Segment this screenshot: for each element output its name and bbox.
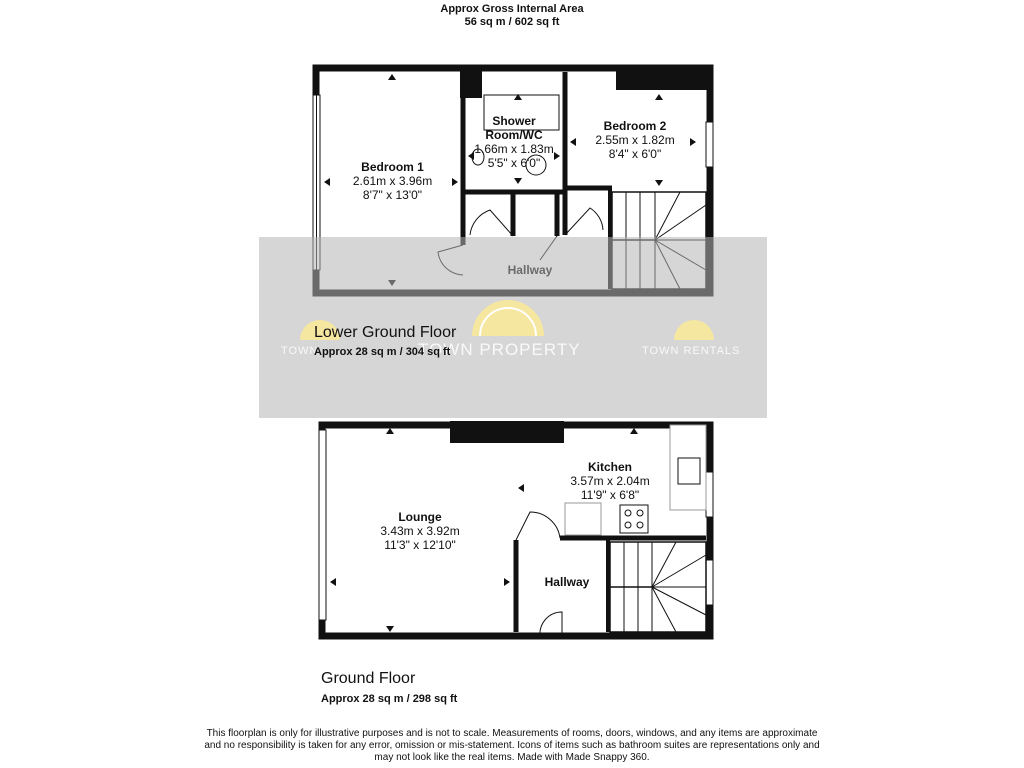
room-bedroom-1 bbox=[330, 160, 455, 202]
room-imperial: 5'5" x 6'0" bbox=[487, 156, 541, 170]
disclaimer bbox=[180, 728, 844, 764]
room-metric: 3.43m x 3.92m bbox=[380, 524, 460, 538]
disclaimer-line-3: may not look like the real items. Made with Made Snappy 360. bbox=[374, 752, 650, 763]
sunrise-logo-small-icon bbox=[672, 320, 716, 342]
lower-floor-area: Approx 28 sq m / 304 sq ft bbox=[314, 346, 451, 358]
watermark-right: TOWN RENTALS bbox=[642, 345, 741, 357]
room-imperial: 11'3" x 12'10" bbox=[384, 538, 456, 552]
gross-area-value: 56 sq m / 602 sq ft bbox=[464, 16, 560, 28]
sunrise-logo-icon bbox=[470, 300, 546, 340]
room-lounge bbox=[350, 510, 490, 552]
disclaimer-line-1: This floorplan is only for illustrative purposes and is not to scale. Measurements of rooms, doors, windows, and any items are approximate bbox=[206, 728, 818, 739]
room-metric: 3.57m x 2.04m bbox=[570, 474, 650, 488]
ground-floor-area: Approx 28 sq m / 298 sq ft bbox=[321, 693, 458, 705]
room-bedroom-2 bbox=[580, 119, 690, 161]
watermark-left: TOWN bbox=[281, 345, 319, 357]
room-name: Bedroom 1 bbox=[361, 160, 424, 174]
room-name: Kitchen bbox=[587, 460, 632, 474]
room-imperial: 8'7" x 13'0" bbox=[362, 188, 423, 202]
disclaimer-line-2: and no responsibility is taken for any error, omission or mis-statement. Icons of items such as bathroom suites are representations only and bbox=[204, 740, 820, 751]
room-metric: 2.61m x 3.96m bbox=[352, 174, 433, 188]
room-name: Hallway bbox=[544, 575, 590, 589]
room-kitchen bbox=[560, 460, 660, 502]
room-name: Lounge bbox=[398, 510, 442, 524]
room-name: Shower bbox=[492, 114, 536, 128]
watermark-center: TOWN PROPERTY bbox=[418, 340, 581, 359]
room-shower-wc bbox=[466, 114, 562, 170]
room-name: Bedroom 2 bbox=[603, 119, 667, 133]
room-name-line2: Room/WC bbox=[485, 128, 543, 142]
room-imperial: 8'4" x 6'0" bbox=[608, 147, 662, 161]
ground-floor-title: Ground Floor bbox=[321, 670, 416, 687]
lower-floor-title: Lower Ground Floor bbox=[314, 324, 457, 341]
gross-area-heading: Approx Gross Internal Area bbox=[440, 3, 584, 15]
room-hallway-ground bbox=[530, 575, 604, 589]
room-metric: 2.55m x 1.82m bbox=[595, 133, 675, 147]
room-imperial: 11'9" x 6'8" bbox=[580, 488, 640, 502]
room-metric: 1.66m x 1.83m bbox=[474, 142, 554, 156]
